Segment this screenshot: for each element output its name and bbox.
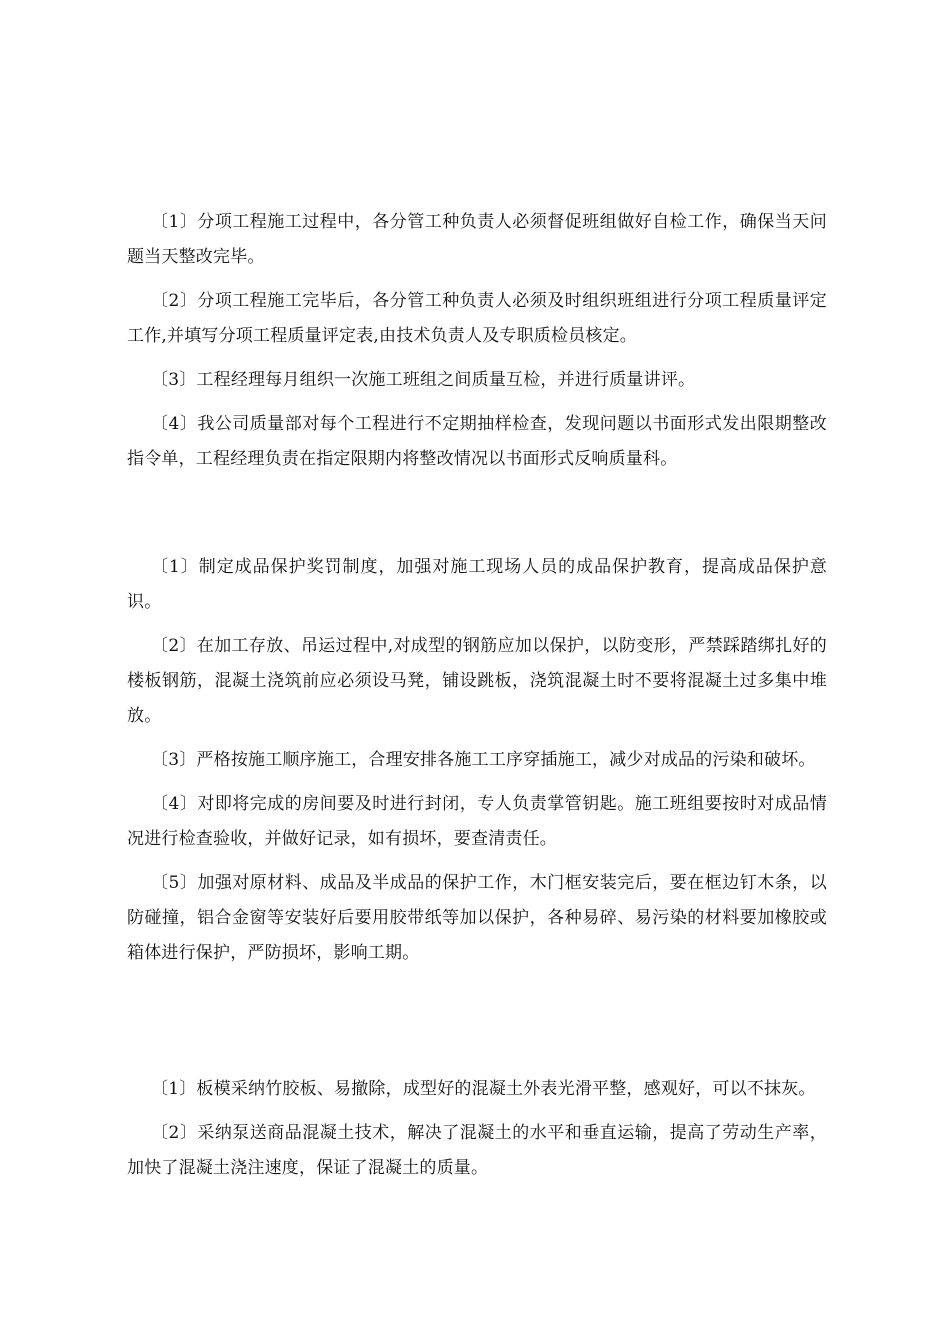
paragraph: 〔1〕分项工程施工过程中，各分管工种负责人必须督促班组做好自检工作，确保当天问题当天整改完毕。 [127,212,827,267]
paragraph: 〔2〕分项工程施工完毕后，各分管工种负责人必须及时组织班组进行分项工程质量评定工作,并填写分项工程质量评定表,由技术负责人及专职质检员核定。 [127,291,827,346]
paragraph: 〔2〕采纳泵送商品混凝土技术，解决了混凝土的水平和垂直运输，提高了劳动生产率，加快了混凝土浇注速度，保证了混凝土的质量。 [127,1123,827,1178]
quality-inspection-section [127,205,827,477]
paragraph: 〔1〕制定成品保护奖罚制度，加强对施工现场人员的成品保护教育，提高成品保护意识。 [127,557,827,612]
paragraph: 〔2〕在加工存放、吊运过程中,对成型的钢筋应加以保护，以防变形，严禁踩踏绑扎好的楼板钢筋，混凝土浇筑前应必须设马凳，铺设跳板，浇筑混凝土时不要将混凝土过多集中堆放。 [127,636,827,726]
paragraph: 〔3〕工程经理每月组织一次施工班组之间质量互检，并进行质量讲评。 [151,370,696,390]
paragraph: 〔5〕加强对原材料、成品及半成品的保护工作，木门框安装完后，要在框边钉木条，以防碰撞，铝合金窗等安装好后要用胶带纸等加以保护，各种易碎、易污染的材料要加橡胶或箱体进行保护，严防损坏，影响工期。 [127,873,827,963]
paragraph: 〔3〕严格按施工顺序施工，合理安排各施工工序穿插施工，减少对成品的污染和破坏。 [151,750,816,770]
paragraph: 〔4〕对即将完成的房间要及时进行封闭，专人负责掌管钥匙。施工班组要按时对成品情况进行检查验收，并做好记录，如有损坏，要查清责任。 [127,794,827,849]
product-protection-section [127,550,827,971]
new-technology-section [127,1072,827,1186]
paragraph: 〔1〕板模采纳竹胶板、易撤除，成型好的混凝土外表光滑平整，感观好，可以不抹灰。 [151,1079,816,1099]
paragraph: 〔4〕我公司质量部对每个工程进行不定期抽样检查，发现问题以书面形式发出限期整改指令单，工程经理负责在指定限期内将整改情况以书面形式反响质量科。 [127,414,827,469]
